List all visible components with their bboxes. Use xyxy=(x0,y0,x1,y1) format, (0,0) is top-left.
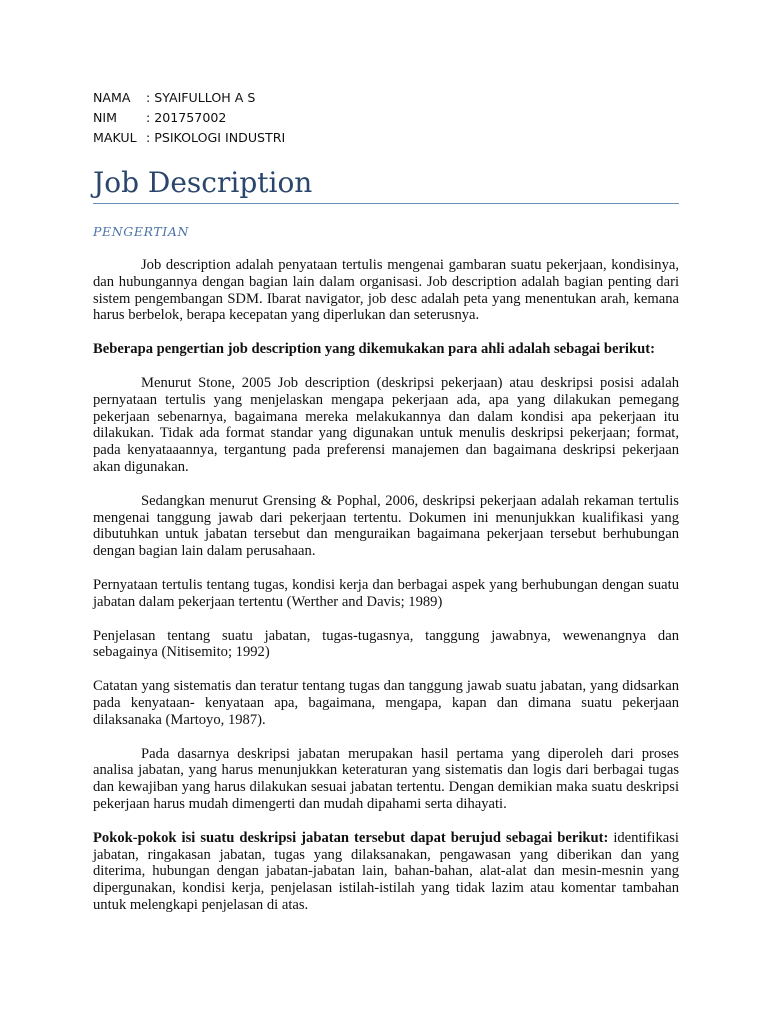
name-value: : SYAIFULLOH A S xyxy=(146,90,256,105)
document-page xyxy=(93,88,679,914)
contents-lead: Pokok-pokok isi suatu deskripsi jabatan tersebut dapat berujud sebagai berikut: xyxy=(93,829,609,846)
makul-value: : PSIKOLOGI INDUSTRI xyxy=(146,130,286,145)
paragraph-experts-intro: Beberapa pengertian job description yang dikemukakan para ahli adalah sebagai berikut: xyxy=(93,341,655,358)
student-info xyxy=(93,88,679,148)
nim-row xyxy=(93,108,679,128)
paragraph-stone: Menurut Stone, 2005 Job description (deskripsi pekerjaan) atau deskripsi posisi adalah pernyataan tertulis yang menjelaskan mengapa pekerjaan ada, apa yang dilakukan pemegang pekerjaan sebenarnya, bagaimana mereka melakukannya dan dalam kondisi apa pekerjaan itu dilakukan. Tidak ada format standar yang digunakan untuk menulis deskripsi pekerjaan; format, pada kenyataaannya, tergantung pada preferensi manajemen dan bagaimana deskripsi pekerjaan akan digunakan. xyxy=(93,374,679,475)
makul-row xyxy=(93,128,679,148)
paragraph-definition: Job description adalah penyataan tertulis mengenai gambaran suatu pekerjaan, kondisinya, dan hubungannya dengan bagian lain dalam organisasi. Job description adalah bagian penting dari sistem pengembangan SDM. Ibarat navigator, job desc adalah peta yang menentukan arah, kemana harus berbelok, berapa kecepatan yang diperlukan dan seterusnya. xyxy=(93,257,679,324)
nim-value: : 201757002 xyxy=(146,110,227,125)
nim-label: NIM xyxy=(93,110,118,125)
name-row xyxy=(93,88,679,108)
paragraph-martoyo: Catatan yang sistematis dan teratur tentang tugas dan tanggung jawab suatu jabatan, yang didsarkan pada kenyataan- kenyataan apa, bagaimana, mengapa, kapan dan dimana suatu pekerjaan dilaksanaka (Martoyo, 1987). xyxy=(93,678,679,728)
section-heading: PENGERTIAN xyxy=(93,224,190,239)
paragraph-grensing: Sedangkan menurut Grensing & Pophal, 2006, deskripsi pekerjaan adalah rekaman tertulis mengenai tanggung jawab dari pekerjaan tertentu. Dokumen ini menunjukkan kualifikasi yang dibutuhkan untuk jabatan tersebut dan menguraikan bagaimana pekerjaan tersebut berhubungan dengan bagian lain dalam perusahaan. xyxy=(93,492,679,560)
paragraph-nitisemito: Penjelasan tentang suatu jabatan, tugas-tugasnya, tanggung jawabnya, wewenangnya dan sebagainya (Nitisemito; 1992) xyxy=(93,627,679,661)
paragraph-analysis: Pada dasarnya deskripsi jabatan merupakan hasil pertama yang diperoleh dari proses analisa jabatan, yang harus menunjukkan keteraturan yang sistematis dan logis dari berbagai tugas dan kewajiban yang harus dilakukan sesuai jabatan tertentu. Dengan demikian maka suatu deskripsi pekerjaan harus mudah dimengerti dan mudah dipahami serta dihayati. xyxy=(93,745,679,812)
name-label: NAMA xyxy=(93,90,131,105)
contents-body: identifikasi jabatan, ringakasan jabatan, tugas yang dilaksanakan, pengawasan yang diberikan dan yang diterima, hubungan dengan jabatan-jabatan lain, bahan-bahan, alat-alat dan mesin-mesnin yang dipergunakan, kondisi kerja, penjelasan istilah-istilah yang tidak lazim atau komentar tambahan untuk melengkapi penjelasan di atas. xyxy=(93,829,679,913)
paragraph-werther: Pernyataan tertulis tentang tugas, kondisi kerja dan berbagai aspek yang berhubungan dengan suatu jabatan dalam pekerjaan tertentu (Werther and Davis; 1989) xyxy=(93,576,679,610)
document-title: Job Description xyxy=(93,165,679,204)
makul-label: MAKUL xyxy=(93,130,137,145)
paragraph-contents xyxy=(93,830,679,914)
